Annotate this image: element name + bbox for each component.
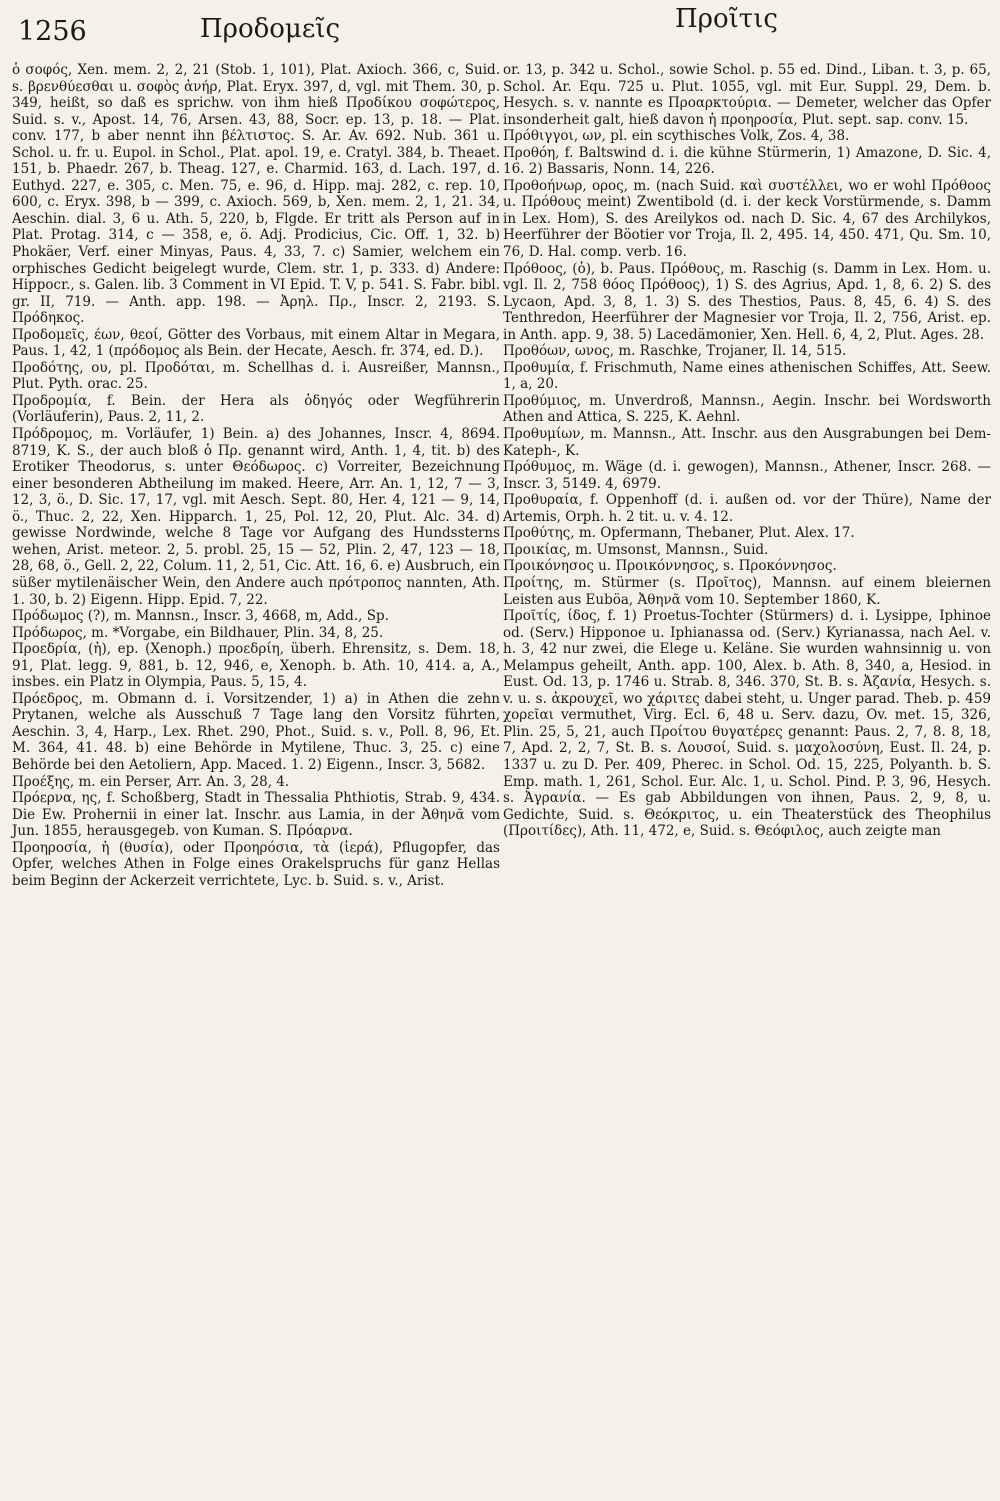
entry-prothymios: Προθύμιος, m. Unverdroß, Mannsn., Aegin. Inschr. bei Wordsworth Athen and Attica, S. 225, K. Aehnl. bbox=[503, 392, 991, 426]
entry-prothyraia: Προθυραία, f. Oppenhoff (d. i. außen od. vor der Thüre), Name der Artemis, Orph. h. 2 tit. u. v. 4. 12. bbox=[503, 492, 991, 525]
left-running-headword: Προδομεῖς bbox=[200, 14, 341, 44]
entry-proerna: Πρόερνα, ης, f. Schoßberg, Stadt in Thessalia Phthiotis, Strab. 9, 434. Die Ew. Prohernii in einer lat. Inschr. aus Lamia, in der Ἀθηνᾶ vom Jun. 1855, herausgegeb. von Kuman. S. Πρόαρνα. bbox=[12, 790, 500, 840]
entry-prodomos: Πρόδωμος (?), m. Mannsn., Inscr. 3, 4668, m, Add., Sp. bbox=[12, 608, 389, 625]
entry-proerosia: Προηροσία, ἡ (θυσία), oder Προηρόσια, τὰ (ἱερά), Pflugopfer, das Opfer, welches Athen in Folge eines Orakelspruchs für ganz Hellas beim Beginn der Ackerzeit verrichtete, Lyc. b. Suid. s. v., Arist. bbox=[12, 839, 500, 889]
entry-proikonesos: Προικόνησος u. Προικόννησος, s. Προκόννησος. bbox=[503, 558, 837, 575]
right-running-headword: Προῖτις bbox=[675, 4, 778, 34]
entry-prothoenor: Προθοήνωρ, ορος, m. (nach Suid. καὶ συστέλλει, wo er wohl Πρόθοος u. Πρόθους meint) Zwentibold (d. i. der keck Vorstürmende, s. Damm in Lex. Hom), S. des Areilykos od. nach D. Sic. 4, 67 des Archilykos, Heerführer der Böotier vor Troja, Il. 2, 495. 14, 450. 471, Qu. Sm. 10, 76, D. Hal. comp. verb. 16. bbox=[503, 177, 991, 261]
page-header bbox=[0, 0, 1000, 62]
entry-proedros: Πρόεδρος, m. Obmann d. i. Vorsitzender, 1) a) in Athen die zehn Prytanen, welche als Ausschuß 7 Tage lang den Vorsitz führten, Aeschin. 3, 4, Harp., Lex. Rhet. 290, Phot., Suid. s. v., Poll. 8, 96, Et. M. 364, 41. 48. b) eine Behörde in Mytilene, Thuc. 3, 25. c) eine Behörde bei den Aetoliern, App. Maced. 1. 2) Eigenn., Inscr. 3, 5682. bbox=[12, 690, 500, 773]
entry-prodomeis: Προδομεῖς, έων, θεοί, Götter des Vorbaus, mit einem Altar in Megara, Paus. 1, 42, 1 (πρόδομος als Bein. der Hecate, Aesch. fr. 374, ed. D.). bbox=[12, 326, 500, 360]
entry-prothoon: Προθόων, ωνος, m. Raschke, Trojaner, Il. 14, 515. bbox=[503, 343, 847, 360]
entry-prothytes: Προθύτης, m. Opfermann, Thebaner, Plut. Alex. 17. bbox=[503, 525, 855, 542]
right-column bbox=[503, 62, 991, 840]
entry-prodotes: Προδότης, ου, pl. Προδόται, m. Schellhas d. i. Ausreißer, Mannsn., Plut. Pyth. orac. 25. bbox=[12, 359, 500, 393]
entry-proedria: Προεδρία, (ἡ), ep. (Xenoph.) προεδρίη, überh. Ehrensitz, s. Dem. 18, 91, Plat. legg. 9, 881, b. 12, 946, e, Xenoph. b. Ath. 10, 414. a, A., insbes. ein Platz in Olympia, Paus. 5, 15, 4. bbox=[12, 641, 500, 691]
entry-proikias: Προικίας, m. Umsonst, Mannsn., Suid. bbox=[503, 541, 769, 558]
entry-prodromia: Προδρομία, f. Bein. der Hera als ὁδηγός oder Wegführerin (Vorläuferin), Paus. 2, 11, 2. bbox=[12, 392, 500, 426]
entry-proitis: Προῖτίς, ίδος, f. 1) Proetus-Tochter (Stürmers) d. i. Lysippe, Iphinoe od. (Serv.) Hipponoe u. Iphianassa od. (Serv.) Kyrianassa, nach Ael. v. h. 3, 42 nur zwei, die Elege u. Keläne. Sie wurden wahnsinnig u. von Melampus geheilt, Anth. app. 100, Alex. b. Ath. 8, 340, a, Hesiod. in Eust. Od. 13, p. 1746 u. Strab. 8, 346. 370, St. B. s. Ἀζανία, Hesych. s. v. u. s. ἀκρουχεῖ, wo χάριτες dabei steht, u. Unger parad. Theb. p. 459 χορεῖαι vermuthet, Virg. Ecl. 6, 48 u. Serv. dazu, Ov. met. 15, 326, Plin. 25, 5, 21, auch Προίτου θυγατέρες genannt: Paus. 2, 7, 8. 8, 18, 7, Apd. 2, 2, 7, St. B. s. Λουσοί, Suid. s. μαχολοσύνη, Eust. Il. 24, p. 1337 u. zu D. Per. 409, Pherec. in Schol. Od. 15, 225, Polyanth. b. S. Emp. math. 1, 261, Schol. Eur. Alc. 1, u. Schol. Pind. P. 3, 96, Hesych. s. Ἀγρανία. — Es gab Abbildungen von ihnen, Paus. 2, 9, 8, u. Gedichte, Suid. s. Θεόκριτος, u. ein Theaterstück des Theophilus (Προιτίδες), Ath. 11, 472, e, Suid. s. Θεόφιλος, auch zeigte man bbox=[503, 608, 991, 840]
entry-prothoos: Πρόθοος, (ὁ), b. Paus. Πρόθους, m. Raschig (s. Damm in Lex. Hom. u. vgl. Il. 2, 758 θόος Πρόθοος), 1) S. des Agrius, Apd. 1, 8, 6. 2) S. des Lycaon, Apd. 3, 8, 1. 3) S. des Thestios, Paus. 8, 45, 6. 4) S. des Tenthredon, Heerführer der Magnesier vor Troja, Il. 2, 756, Arist. ep. in Anth. app. 9, 38. 5) Lacedämonier, Xen. Hell. 6, 4, 2, Plut. Ages. 28. bbox=[503, 260, 991, 343]
entry-prothymion: Προθυμίων, m. Mannsn., Att. Inschr. aus den Ausgrabungen bei Dem-Kateph-, K. bbox=[503, 426, 991, 459]
entry-proerosia-continued: or. 13, p. 342 u. Schol., sowie Schol. p. 55 ed. Dind., Liban. t. 3, p. 65, Schol. Ar. Equ. 725 u. Plut. 1055, vgl. mit Eur. Suppl. 29, Dem. b. Hesych. s. v. nannte es Προαρκτούρια. — Demeter, welcher das Opfer insonderheit galt, hieß davon ἡ προηροσία, Plut. sept. sap. conv. 15. bbox=[503, 62, 991, 128]
entry-proexes: Προέξης, m. ein Perser, Arr. An. 3, 28, 4. bbox=[12, 773, 290, 790]
entry-proites: Προίτης, m. Stürmer (s. Προῖτος), Mannsn. auf einem bleiernen Leisten aus Euböa, Ἀθηνᾶ vom 10. September 1860, K. bbox=[503, 574, 991, 608]
left-column bbox=[12, 62, 500, 889]
entry-prothymos: Πρόθυμος, m. Wäge (d. i. gewogen), Mannsn., Athener, Inscr. 268. — Inscr. 3, 5149. 4, 6979. bbox=[503, 459, 991, 492]
entry-prodromos: Πρόδρομος, m. Vorläufer, 1) Bein. a) des Johannes, Inscr. 4, 8694. 8719, K. S., der auch bloß ὁ Πρ. genannt wird, Anth. 1, 4, tit. b) des Erotiker Theodorus, s. unter Θεόδωρος. c) Vorreiter, Bezeichnung einer besonderen Abtheilung im maked. Heere, Arr. An. 1, 12, 7 — 3, 12, 3, ö., D. Sic. 17, 17, vgl. mit Aesch. Sept. 80, Her. 4, 121 — 9, 14, ö., Thuc. 2, 22, Xen. Hipparch. 1, 25, Pol. 12, 20, Plut. Alc. 34. d) gewisse Nordwinde, welche 8 Tage vor Aufgang des Hundssterns wehen, Arist. meteor. 2, 5. probl. 25, 15 — 52, Plin. 2, 47, 123 — 18, 28, 68, ö., Gell. 2, 22, Colum. 11, 2, 51, Cic. Att. 16, 6. e) Ausbruch, ein süßer mytilenäischer Wein, den Andere auch πρότροπος nannten, Ath. 1. 30, b. 2) Eigenn. Hipp. Epid. 7, 22. bbox=[12, 426, 500, 608]
entry-prothingoi: Πρόθιγγοι, ων, pl. ein scythisches Volk, Zos. 4, 38. bbox=[503, 128, 850, 145]
entry-prodikos-continued: ὁ σοφός, Xen. mem. 2, 2, 21 (Stob. 1, 101), Plat. Axioch. 366, c, Suid. s. βρενθύεσθαι u. σοφὸς ἀνήρ, Plat. Eryx. 397, d, vgl. mit Them. 30, p. 349, heißt, so daß es sprichw. von ihm hieß Προδίκου σοφώτερος, Suid. s. v., Apost. 14, 76, Arsen. 43, 88, Socr. ep. 13, p. 18. — Plat. conv. 177, b aber nennt ihn βέλτιστος. S. Ar. Av. 692. Nub. 361 u. Schol. u. fr. u. Eupol. in Schol., Plat. apol. 19, e. Cratyl. 384, b. Theaet. 151, b. Phaedr. 267, b. Theag. 127, e. Charmid. 163, d. Lach. 197, d. Euthyd. 227, e. 305, c. Men. 75, e. 96, d. Hipp. maj. 282, c. rep. 10, 600, c. Eryx. 398, b — 399, c. Axioch. 569, b, Xen. mem. 2, 1, 21. 34, Aeschin. dial. 3, 6 u. Ath. 5, 220, b, Flgde. Er tritt als Person auf in Plat. Protag. 314, c — 358, e, ö. Adj. Prodicius, Cic. Off. 1, 32. b) Phokäer, Verf. einer Minyas, Paus. 4, 33, 7. c) Samier, welchem ein orphisches Gedicht beigelegt wurde, Clem. str. 1, p. 333. d) Andere: Hippocr., s. Galen. lib. 3 Comment in VI Epid. T. V, p. 541. S. Fabr. bibl. gr. II, 719. — Anth. app. 198. — Ἀρηλ. Πρ., Inscr. 2, 2193. S. Πρόδηκος. bbox=[12, 62, 500, 327]
entry-prodoros: Πρόδωρος, m. *Vorgabe, ein Bildhauer, Plin. 34, 8, 25. bbox=[12, 624, 384, 641]
entry-prothymia: Προθυμία, f. Frischmuth, Name eines athenischen Schiffes, Att. Seew. 1, a, 20. bbox=[503, 359, 991, 393]
entry-prothoe: Προθόη, f. Baltswind d. i. die kühne Stürmerin, 1) Amazone, D. Sic. 4, 16. 2) Bassaris, Nonn. 14, 226. bbox=[503, 144, 991, 178]
page-number: 1256 bbox=[18, 16, 87, 47]
